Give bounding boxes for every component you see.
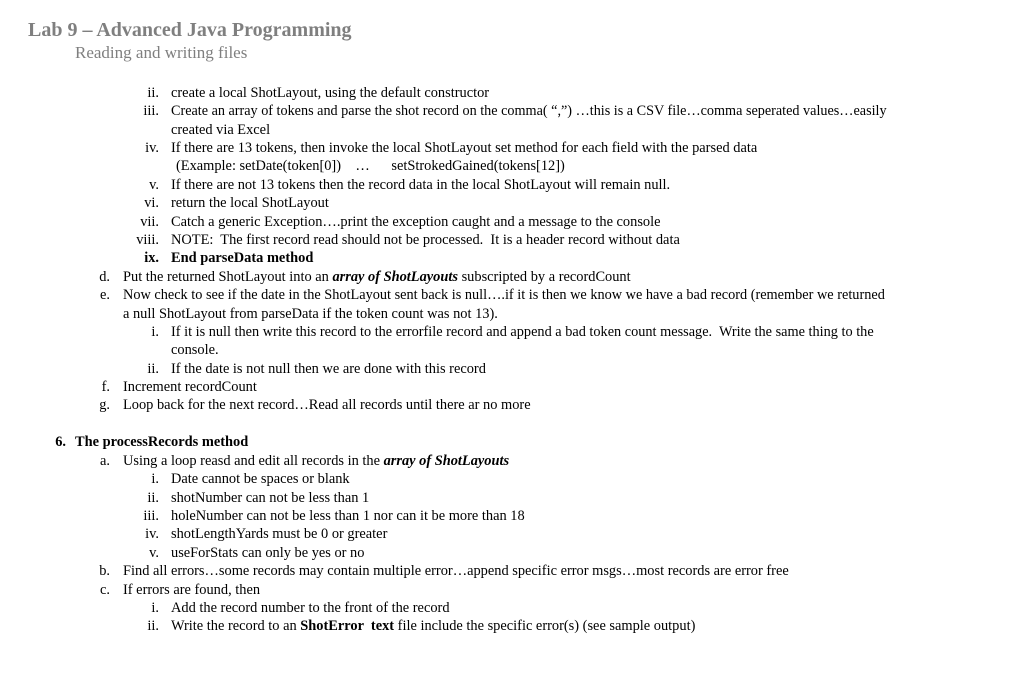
emphasis-text: array of ShotLayouts: [383, 453, 510, 469]
list-item-text: End parseData method: [171, 250, 314, 266]
list-item-text: Find all errors…some records may contain multiple error…append specific error msgs…most records are error free: [123, 563, 789, 579]
list-item-text: If errors are found, then: [123, 582, 261, 598]
list-marker: vii.: [140, 214, 159, 230]
list-marker: iii.: [143, 103, 159, 119]
emphasis-text: ShotError text: [300, 618, 395, 634]
list-item-text: create a local ShotLayout, using the default constructor: [171, 85, 490, 101]
list-marker: iv.: [145, 526, 159, 542]
list-item-text: Increment recordCount: [123, 379, 257, 395]
list-marker: e.: [100, 287, 110, 303]
list-marker: ii.: [147, 361, 159, 377]
list-item-text: If it is null then write this record to the errorfile record and append a bad token count message. Write the same thing to the: [171, 324, 874, 340]
list-item-text: shotLengthYards must be 0 or greater: [171, 526, 388, 542]
document-subtitle: Reading and writing files: [75, 43, 248, 62]
list-item-text: Date cannot be spaces or blank: [171, 471, 350, 487]
list-item-text: a null ShotLayout from parseData if the token count was not 13).: [123, 306, 498, 322]
section-number: 6.: [55, 434, 66, 450]
list-marker: v.: [149, 177, 159, 193]
list-item-text: If there are not 13 tokens then the record data in the local ShotLayout will remain null.: [171, 177, 671, 193]
list-marker: i.: [151, 324, 159, 340]
list-marker: ii.: [147, 618, 159, 634]
list-item-text: Write the record to an ShotError text file include the specific error(s) (see sample output): [171, 618, 696, 634]
list-item-text: Loop back for the next record…Read all records until there ar no more: [123, 397, 531, 413]
list-item-text: NOTE: The first record read should not be processed. It is a header record without data: [171, 232, 680, 248]
list-item-text: Now check to see if the date in the ShotLayout sent back is null….if it is then we know we have a bad record (remember we returned: [123, 287, 885, 303]
list-item-text: shotNumber can not be less than 1: [171, 490, 370, 506]
list-marker: ii.: [147, 85, 159, 101]
list-marker: ix.: [144, 250, 159, 266]
list-item-text: Using a loop reasd and edit all records in the array of ShotLayouts: [123, 453, 510, 469]
list-item-text: If the date is not null then we are done with this record: [171, 361, 486, 377]
list-marker: iii.: [143, 508, 159, 524]
list-marker: vi.: [144, 195, 159, 211]
list-marker: f.: [101, 379, 110, 395]
list-marker: g.: [99, 397, 110, 413]
list-item-text: console.: [171, 342, 219, 358]
list-item-text: useForStats can only be yes or no: [171, 545, 365, 561]
list-item-text: Create an array of tokens and parse the shot record on the comma( “,”) …this is a CSV file…comma seperated values…easily: [171, 103, 887, 119]
list-marker: viii.: [136, 232, 159, 248]
list-marker: v.: [149, 545, 159, 561]
list-item-text: Put the returned ShotLayout into an array of ShotLayouts subscripted by a recordCount: [123, 269, 631, 285]
list-marker: i.: [151, 471, 159, 487]
list-marker: ii.: [147, 490, 159, 506]
section-heading: The processRecords method: [75, 434, 249, 450]
list-marker: i.: [151, 600, 159, 616]
list-marker: b.: [99, 563, 110, 579]
list-item-text: Catch a generic Exception….print the exception caught and a message to the console: [171, 214, 661, 230]
document-title: Lab 9 – Advanced Java Programming: [28, 19, 352, 41]
list-marker: d.: [99, 269, 110, 285]
list-item-text: If there are 13 tokens, then invoke the local ShotLayout set method for each field with the parsed data: [171, 140, 758, 156]
list-item-text: (Example: setDate(token[0]) … setStrokedGained(tokens[12]): [176, 158, 565, 174]
list-item-text: Add the record number to the front of the record: [171, 600, 450, 616]
emphasis-text: array of ShotLayouts: [332, 269, 458, 285]
list-item-text: holeNumber can not be less than 1 nor can it be more than 18: [171, 508, 525, 524]
list-marker: iv.: [145, 140, 159, 156]
list-marker: a.: [100, 453, 110, 469]
list-item-text: created via Excel: [171, 122, 271, 138]
list-marker: c.: [100, 582, 110, 598]
list-item-text: return the local ShotLayout: [171, 195, 329, 211]
